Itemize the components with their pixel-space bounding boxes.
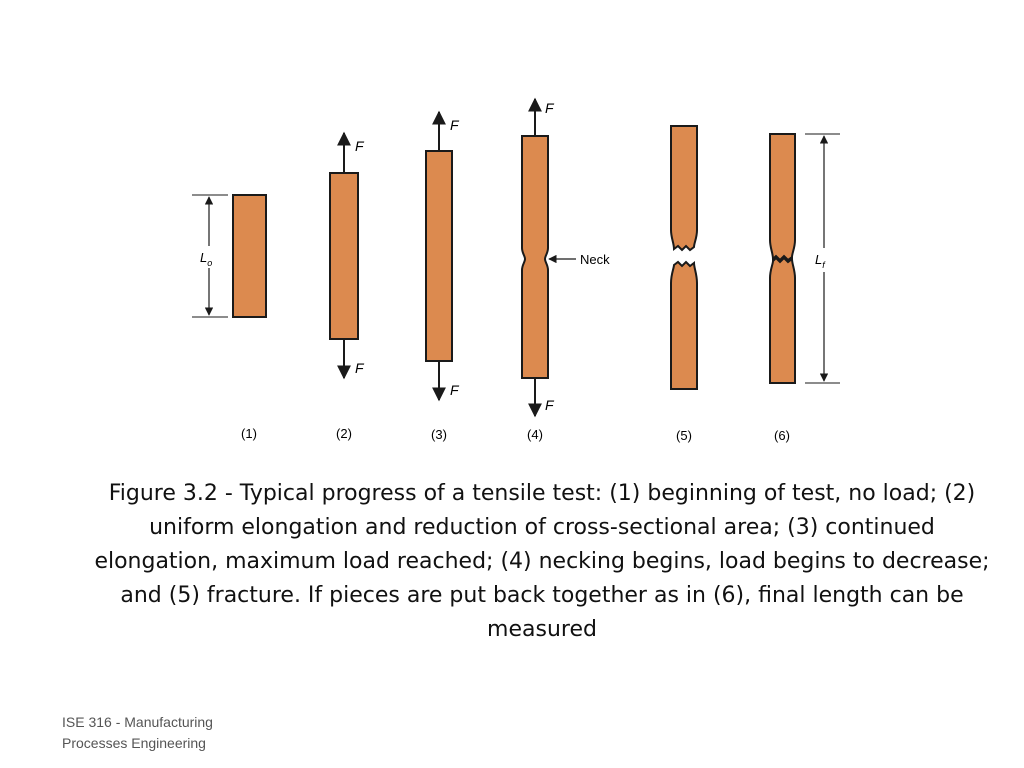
svg-text:F: F (355, 360, 364, 376)
stage-label-4: (4) (527, 427, 543, 442)
final-length-label: $L_f$ (815, 252, 825, 270)
specimen-stage-6 (770, 134, 795, 383)
stage-label-1: (1) (241, 426, 257, 441)
force-arrow-stage-3-top (439, 112, 460, 151)
force-arrow-stage-2-bottom (344, 339, 365, 378)
original-length-dimension (192, 195, 228, 317)
specimen-stage-4 (522, 136, 548, 378)
svg-text:F: F (450, 382, 459, 398)
svg-text:Neck: Neck (580, 252, 610, 267)
figure-caption: Figure 3.2 - Typical progress of a tensile test: (1) beginning of test, no load; (2) uniform elongation and reduction of cross-sectional area; (3) continued elongation, maximum load reached; (4) necking begins, load begins to decrease; and (5) fracture. If pieces are put back together as in (6), final length can be measured (94, 481, 990, 642)
specimen-stage-2 (330, 173, 358, 339)
final-length-dimension (805, 134, 840, 383)
force-arrow-stage-4-top (535, 99, 555, 136)
specimen-stage-5 (671, 126, 697, 389)
svg-text:F: F (450, 117, 459, 133)
specimen-stage-1 (233, 195, 266, 317)
stage-labels (241, 426, 790, 443)
svg-text:F: F (355, 138, 364, 154)
stage-label-2: (2) (336, 426, 352, 441)
slide-footer (62, 712, 282, 754)
stage-label-5: (5) (676, 428, 692, 443)
stage-label-3: (3) (431, 427, 447, 442)
specimen-stage-3 (426, 151, 452, 361)
force-arrow-stage-3-bottom (439, 361, 460, 400)
neck-callout (549, 252, 610, 267)
force-arrow-stage-4-bottom (535, 378, 555, 416)
svg-text:F: F (545, 397, 554, 413)
force-arrow-stage-2-top (344, 133, 365, 173)
footer-line-1: ISE 316 - Manufacturing (62, 714, 213, 730)
original-length-label: $L_o$ (200, 250, 213, 268)
svg-text:F: F (545, 100, 554, 116)
stage-label-6: (6) (774, 428, 790, 443)
footer-line-2: Processes Engineering (62, 735, 206, 751)
